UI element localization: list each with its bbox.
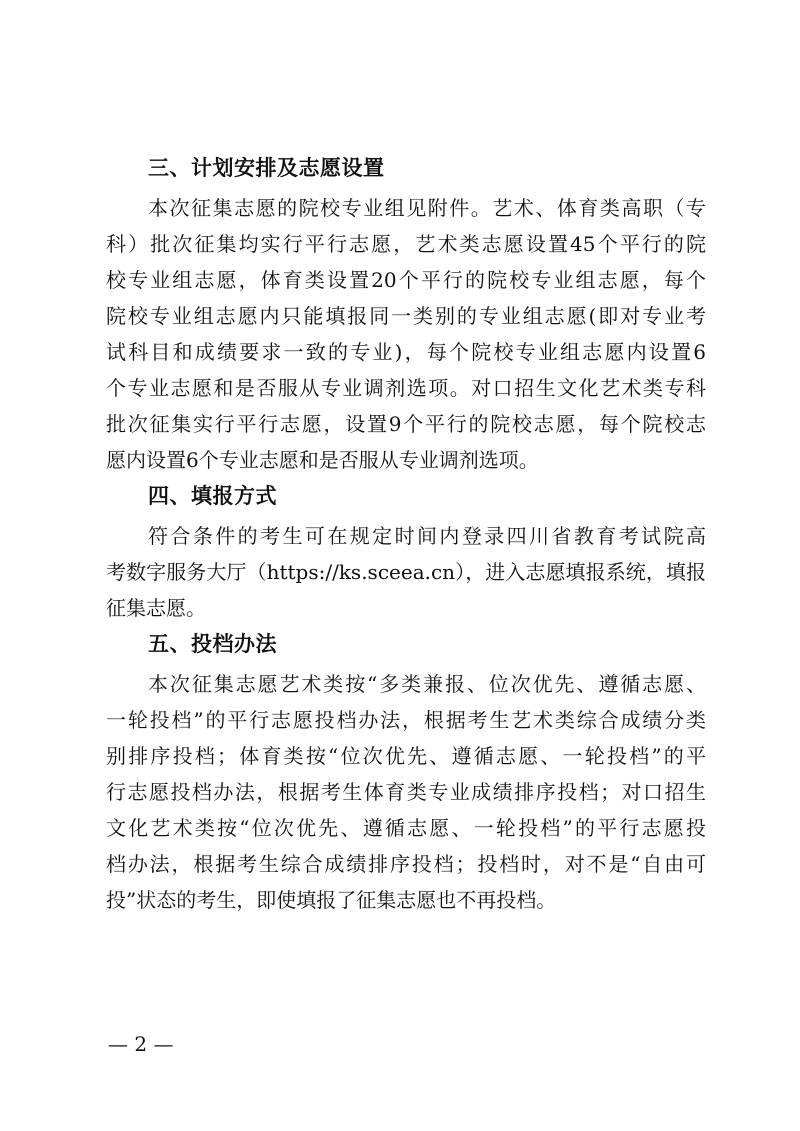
- paragraph-line: 行志愿投档办法，根据考生体育类专业成绩排序投档；对口招生: [106, 780, 706, 804]
- paragraph-line: 本次征集志愿的院校专业组见附件。艺术、体育类高职（专: [148, 196, 706, 220]
- paragraph-line: 试科目和成绩要求一致的专业)，每个院校专业组志愿内设置6: [106, 340, 706, 364]
- paragraph-line: 个专业志愿和是否服从专业调剂选项。对口招生文化艺术类专科: [106, 376, 706, 400]
- section-filling-method: [106, 478, 706, 626]
- paragraph-line: 本次征集志愿艺术类按“多类兼报、位次优先、遵循志愿、: [148, 672, 706, 696]
- paragraph-line: 文化艺术类按“位次优先、遵循志愿、一轮投档”的平行志愿投: [106, 816, 706, 840]
- section-plan-arrangement: [106, 150, 706, 478]
- paragraph-line: 校专业组志愿，体育类设置20个平行的院校专业组志愿，每个: [106, 268, 706, 292]
- paragraph-line: 档办法，根据考生综合成绩排序投档；投档时，对不是“自由可: [106, 852, 706, 876]
- paragraph-line: 院校专业组志愿内只能填报同一类别的专业组志愿(即对专业考: [106, 304, 706, 328]
- section-heading: 四、填报方式: [148, 484, 277, 508]
- paragraph-line: 科）批次征集均实行平行志愿，艺术类志愿设置45个平行的院: [106, 232, 706, 256]
- section-admission-method: [106, 626, 706, 918]
- section-heading: 三、计划安排及志愿设置: [148, 156, 385, 180]
- paragraph-line: 一轮投档”的平行志愿投档办法，根据考生艺术类综合成绩分类: [106, 708, 706, 732]
- paragraph-line: 批次征集实行平行志愿，设置9个平行的院校志愿，每个院校志: [106, 412, 706, 436]
- paragraph-line: 考数字服务大厅（https://ks.sceea.cn），进入志愿填报系统，填报: [106, 560, 706, 584]
- paragraph-line: 征集志愿。: [106, 596, 206, 620]
- paragraph-line: 别排序投档；体育类按“位次优先、遵循志愿、一轮投档”的平: [106, 744, 706, 768]
- document-body: [106, 150, 706, 918]
- paragraph-line: 符合条件的考生可在规定时间内登录四川省教育考试院高: [148, 524, 706, 548]
- page-number: — 2 —: [108, 1032, 174, 1056]
- paragraph-line: 愿内设置6个专业志愿和是否服从专业调剂选项。: [106, 448, 539, 472]
- section-heading: 五、投档办法: [148, 632, 277, 656]
- paragraph-line: 投”状态的考生，即使填报了征集志愿也不再投档。: [106, 888, 557, 912]
